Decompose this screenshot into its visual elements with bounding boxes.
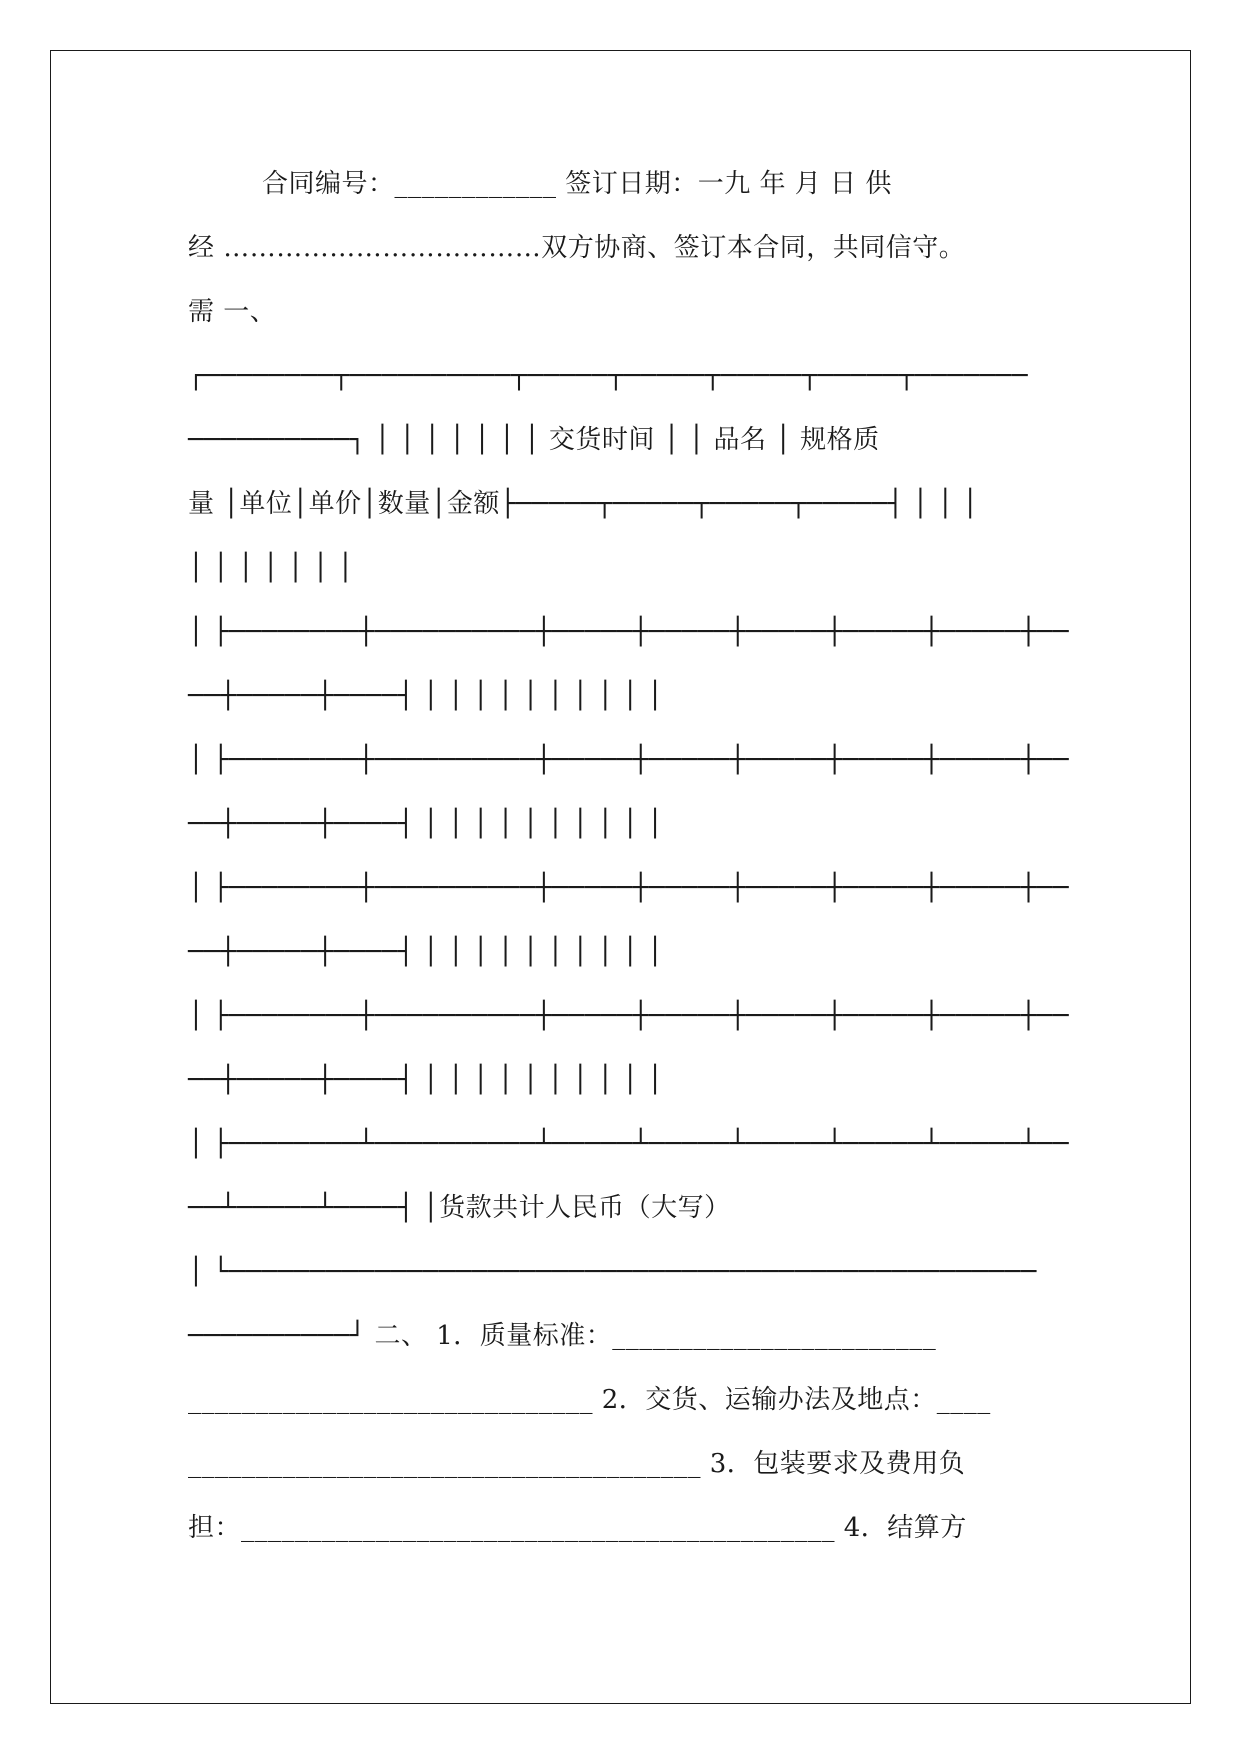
section-one-heading: 需 一、 bbox=[188, 297, 277, 327]
table-header-dividers: │ │ │ │ │ │ │ bbox=[188, 553, 354, 583]
settlement-line: 担：____________________________________________ 4．结算方 bbox=[188, 1513, 967, 1543]
packaging-line: ______________________________________ 3．包装要求及费用负 bbox=[188, 1449, 966, 1479]
table-row-border: │ ├────────┼──────────┼─────┼─────┼─────┼─────┼─────┼── bbox=[188, 1001, 1070, 1031]
table-total-row: ──┴─────┴────┤ │货款共计人民币（大写） bbox=[188, 1193, 731, 1223]
delivery-method-line: ______________________________ 2．交货、运输办法及地点：____ bbox=[188, 1385, 991, 1415]
quality-standard-line: ──────────┘ 二、 1．质量标准：________________________ bbox=[188, 1321, 937, 1351]
table-row: ──┼─────┼────┤ │ │ │ │ │ │ │ │ │ │ bbox=[188, 681, 664, 711]
table-row-border: │ ├────────┼──────────┼─────┼─────┼─────┼─────┼─────┼── bbox=[188, 873, 1070, 903]
table-header-columns: 量 │单位│单价│数量│金额├─────┬─────┬─────┬─────┤ │ │ │ bbox=[188, 489, 979, 519]
table-row: ──┼─────┼────┤ │ │ │ │ │ │ │ │ │ │ bbox=[188, 1065, 664, 1095]
agreement-line: 经 ………………………………双方协商、签订本合同，共同信守。 bbox=[188, 233, 966, 263]
table-top-border: ┌────────┬──────────┬─────┬─────┬─────┬─────┬─────── bbox=[188, 361, 1028, 391]
table-row-border: │ ├────────┼──────────┼─────┼─────┼─────┼─────┼─────┼── bbox=[188, 745, 1070, 775]
contract-number-line: 合同编号：____________ 签订日期：一九 年 月 日 供 bbox=[262, 169, 892, 199]
table-header-row: ──────────┐ │ │ │ │ │ │ │ 交货时间 │ │ 品名 │ 规格质 bbox=[188, 425, 880, 455]
table-row-border: │ ├────────┼──────────┼─────┼─────┼─────┼─────┼─────┼── bbox=[188, 617, 1070, 647]
table-bottom-border: │ └────────────────────────────────────────────────── bbox=[188, 1257, 1037, 1287]
table-row: ──┼─────┼────┤ │ │ │ │ │ │ │ │ │ │ bbox=[188, 809, 664, 839]
table-total-border: │ ├────────┴──────────┴─────┴─────┴─────┴─────┴─────┴── bbox=[188, 1129, 1070, 1159]
table-row: ──┼─────┼────┤ │ │ │ │ │ │ │ │ │ │ bbox=[188, 937, 664, 967]
